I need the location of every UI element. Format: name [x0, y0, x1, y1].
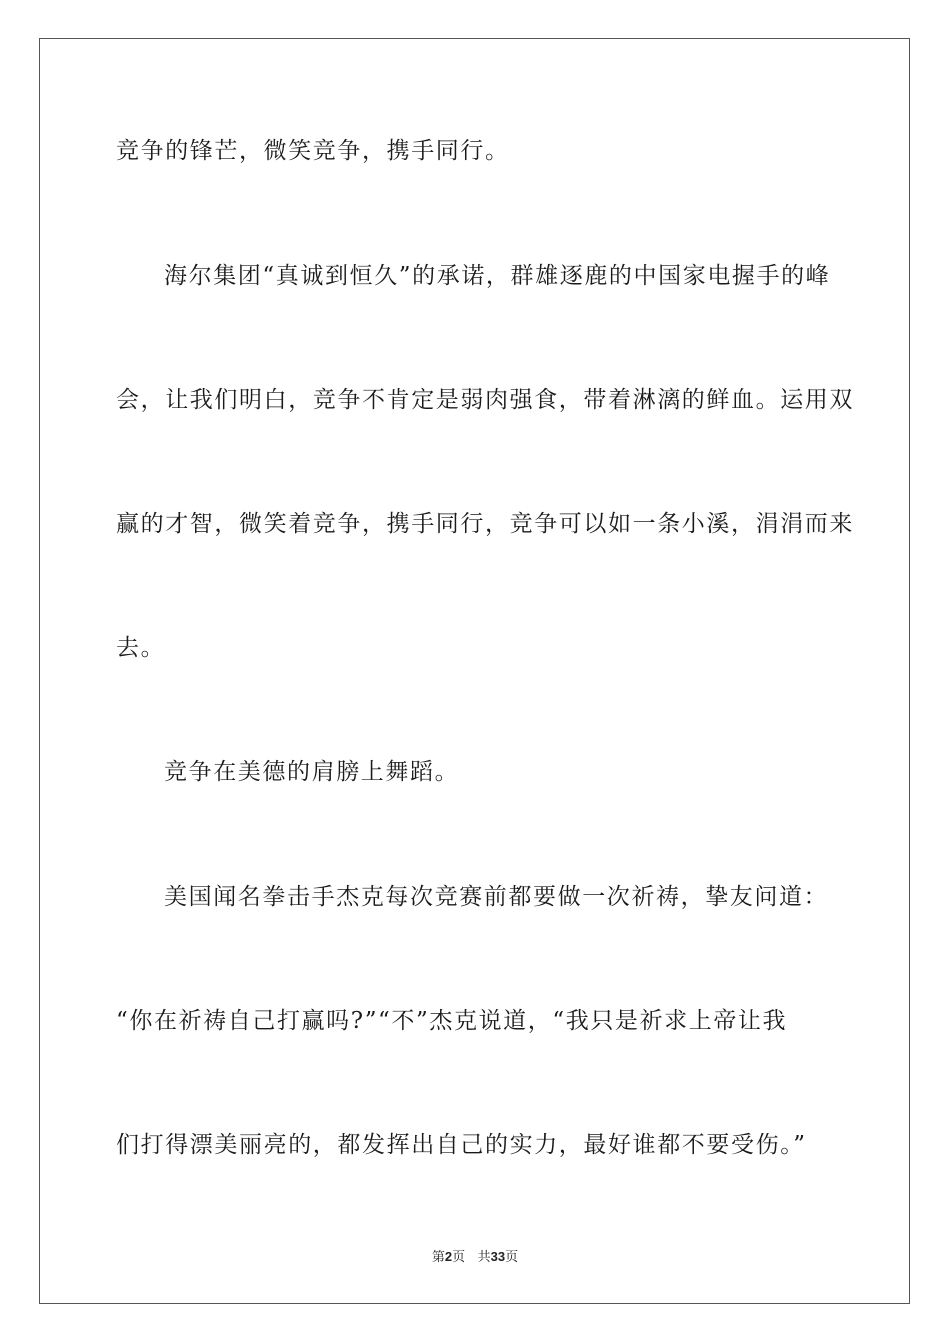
footer-total-suffix: 页	[505, 1250, 519, 1265]
footer-total-prefix: 共	[477, 1250, 491, 1265]
footer-page-suffix: 页	[452, 1250, 466, 1265]
text-line: 去。	[116, 635, 166, 661]
text-line: 竞争的锋芒，微笑竞争，携手同行。	[116, 138, 510, 164]
text-line: 们打得漂美丽亮的，都发挥出自己的实力，最好谁都不要受伤。”	[116, 1132, 807, 1158]
footer-page-number: 2	[444, 1249, 453, 1264]
text-line: 会，让我们明白，竞争不肯定是弱肉强食，带着淋漓的鲜血。运用双	[116, 387, 854, 413]
footer-total-pages: 33	[490, 1249, 506, 1264]
text-line: “你在祈祷自己打赢吗?”“不”杰克说道，“我只是祈求上帝让我	[116, 1008, 788, 1034]
text-line: 竞争在美德的肩膀上舞蹈。	[164, 759, 460, 785]
text-line: 美国闻名拳击手杰克每次竞赛前都要做一次祈祷，挚友问道：	[164, 884, 829, 910]
text-line: 海尔集团“真诚到恒久”的承诺，群雄逐鹿的中国家电握手的峰	[164, 263, 831, 289]
footer-page-prefix: 第	[431, 1250, 445, 1265]
page-footer	[0, 1248, 950, 1267]
page-border	[39, 38, 910, 1304]
text-line: 赢的才智，微笑着竞争，携手同行，竞争可以如一条小溪，涓涓而来	[116, 511, 854, 537]
